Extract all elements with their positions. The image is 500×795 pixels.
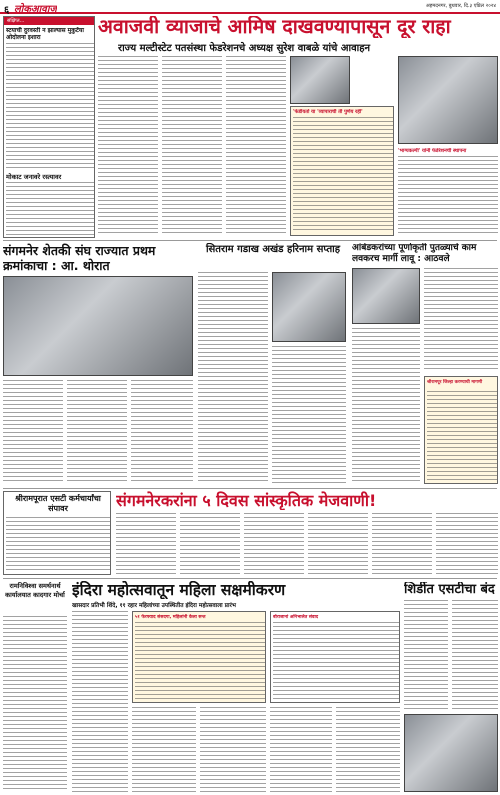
indira-box-2-title: बोराजानां अनिभालेत संवाद <box>273 615 319 620</box>
ambedkar-col1 <box>424 268 498 372</box>
top-story-box <box>290 106 394 236</box>
divider-3 <box>3 578 497 579</box>
divider-1 <box>3 240 497 241</box>
sitaram-headline: सितराम गडाख अखंड हरिनाम सप्ताह <box>205 244 341 255</box>
top-story-col2 <box>162 56 222 236</box>
shirdi-col2 <box>452 600 498 710</box>
ramnivas-headline: रामनिविश्वा समर्थनार्थ कार्यालयात कादगार मोर्चा <box>5 582 65 599</box>
indira-col5 <box>336 707 400 792</box>
sanskritik-col1 <box>116 513 176 575</box>
top-story-box-title: 'फेडीयर्ता या 'व्यापाराची ती पुर्णेय रही' <box>293 109 363 115</box>
sankshipt-text <box>6 43 94 168</box>
sitaram-col1 <box>198 272 268 484</box>
shriram-text <box>6 517 110 573</box>
top-story-side-title: 'भाग्यकल्पी' यांनी फेडेरेशनची स्थापना <box>398 148 467 154</box>
brand-logo: लोकआवाज <box>14 4 57 15</box>
shriram-box <box>3 491 111 575</box>
indira-col4 <box>270 707 332 792</box>
indira-box-1 <box>132 611 266 703</box>
sankshipt-column <box>3 16 95 238</box>
top-story-subheadline: राज्य मल्टीस्टेट पतसंस्था फेडरेशनचे अध्यक्ष सुरेश वाबळे यांचे आवाहन <box>118 43 371 54</box>
shriram-headline: श्रीरामपूरात एसटी कर्मचार्यांचा संपावर <box>15 494 101 513</box>
ambedkar-col2 <box>352 328 420 484</box>
ambedkar-inner-box <box>424 376 498 484</box>
sanskritik-col3 <box>244 513 304 575</box>
indira-box-1-title: ५१ फेरफ्याद संसदगा, महिलांनी केला सन्त <box>135 615 206 620</box>
top-story-photo-1 <box>290 56 350 104</box>
thorat-col1 <box>3 380 63 484</box>
top-story-col1 <box>98 56 158 236</box>
indira-col1 <box>72 611 128 792</box>
shirdi-photo <box>404 714 498 792</box>
sanskritik-headline: संगमनेरकरांना ५ दिवस सांस्कृतिक मेजवाणी! <box>116 491 377 510</box>
sankshipt-label: संक्षिप्त... <box>4 17 94 25</box>
thorat-headline: संगमनेर शेतकी संघ राज्यात प्रथम क्रमांकाचा : आ. थोरात <box>3 243 156 273</box>
sanskritik-col6 <box>436 513 498 575</box>
top-story-photo-2 <box>398 56 498 144</box>
top-story-box-text <box>293 117 393 232</box>
divider-2 <box>3 488 497 489</box>
top-story-col3 <box>226 56 286 236</box>
sitaram-photo <box>272 272 346 342</box>
top-story-headline: अवाजवी व्याजाचे आमिष दाखवण्यापासून दूर राहा <box>98 16 451 38</box>
ambedkar-photo <box>352 268 420 324</box>
indira-box-2 <box>270 611 400 703</box>
thorat-photo <box>3 276 193 376</box>
page-number: ६ <box>4 5 10 16</box>
indira-box-2-text <box>273 622 399 700</box>
indira-headline: इंदिरा महोत्सवातून महिला सक्षमीकरण <box>72 581 286 599</box>
shirdi-headline: शिर्डीत एसटीचा बंद <box>404 582 495 597</box>
indira-col2 <box>132 707 196 792</box>
mokat-headline: मोकाट जनावरे रस्त्यावर <box>6 173 62 181</box>
indira-col3 <box>200 707 266 792</box>
sanskritik-col2 <box>180 513 240 575</box>
indira-box-1-text <box>135 622 265 700</box>
thorat-col2 <box>67 380 127 484</box>
mokat-text <box>6 182 94 236</box>
ambedkar-inner-title: श्रीरामपूर जिल्हा करण्याची मागणी <box>427 380 483 385</box>
masthead <box>0 0 500 14</box>
ambedkar-headline: आंबेडकरांच्या पूर्णाकृती पुतळ्याचे काम लवकरच मार्गी लावू : आठवले <box>352 243 477 264</box>
thorat-col3 <box>131 380 193 484</box>
top-story-side-text <box>398 156 498 236</box>
ramnivas-text <box>3 616 67 792</box>
sankshipt-headline: स्टयाची दुरवस्ती न झाल्यास मुकुर्टेया ओदोलना इशारा <box>6 27 84 41</box>
dateline: अहमदनगर, बुधवार, दि.३ एप्रिल २०२४ <box>425 3 496 9</box>
shirdi-col1 <box>404 600 448 710</box>
ambedkar-inner-text <box>427 391 497 481</box>
sitaram-col2 <box>272 346 346 484</box>
sanskritik-col4 <box>308 513 368 575</box>
sanskritik-col5 <box>372 513 432 575</box>
indira-subheadline: खासदार प्रतिभी शिंदे, ११ रहार महिलांच्या उपस्थितीत इंदिरा महोत्सवाला प्रारंभ <box>72 603 236 609</box>
